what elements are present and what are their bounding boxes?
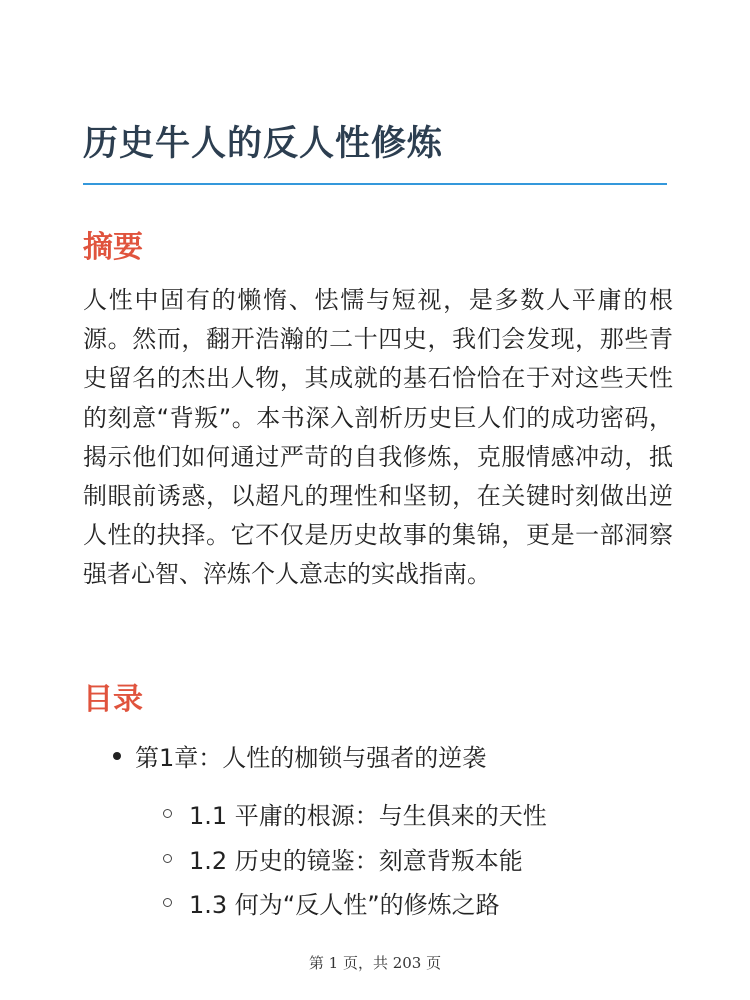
abstract-line: 对这些天性的刻意“背叛”。本书深入剖析历史巨: [83, 364, 674, 432]
bullet-circle-icon: [163, 854, 172, 863]
toc-chapter-link[interactable]: 第1章：人性的枷锁与强者的逆袭: [135, 744, 487, 772]
bullet-circle-icon: [163, 809, 172, 818]
title-divider: [83, 183, 667, 185]
abstract-line: 人们的成功密码，揭示他们如何通过严苛的自我修: [83, 403, 673, 471]
abstract-heading: 摘要: [83, 230, 143, 265]
abstract-line: 炼，克服情感冲动，抵制眼前诱惑，以超凡的理性: [83, 442, 674, 511]
document-title: 历史牛人的反人性修炼: [83, 124, 444, 164]
abstract-line: 历史故事的集锦，更是一部洞察强者心智、淬炼个: [83, 521, 674, 589]
abstract-line: 和坚韧，在关键时刻做出逆人性的抉择。它不仅是: [83, 482, 674, 550]
toc-section-link[interactable]: 1.2 历史的镜鉴：刻意背叛本能: [189, 847, 523, 875]
abstract-line: 人意志的实战指南。: [275, 560, 491, 589]
abstract-line: 人性中固有的懒惰、怯懦与短视，是多数人平庸的: [83, 286, 649, 314]
page-number: 第 1 页，共 203 页: [308, 954, 442, 972]
bullet-circle-icon: [163, 898, 172, 907]
abstract-line: 那些青史留名的杰出人物，其成就的基石恰恰在于: [83, 325, 673, 393]
toc-section-link[interactable]: 1.1 平庸的根源：与生俱来的天性: [189, 802, 547, 830]
toc-heading: 目录: [83, 682, 143, 717]
toc-section-link[interactable]: 1.3 何为“反人性”的修炼之路: [189, 891, 500, 919]
abstract-paragraph: [83, 281, 673, 595]
bullet-disc-icon: [113, 752, 121, 760]
abstract-line: 根源。然而，翻开浩瀚的二十四史，我们会发现，: [83, 286, 673, 354]
